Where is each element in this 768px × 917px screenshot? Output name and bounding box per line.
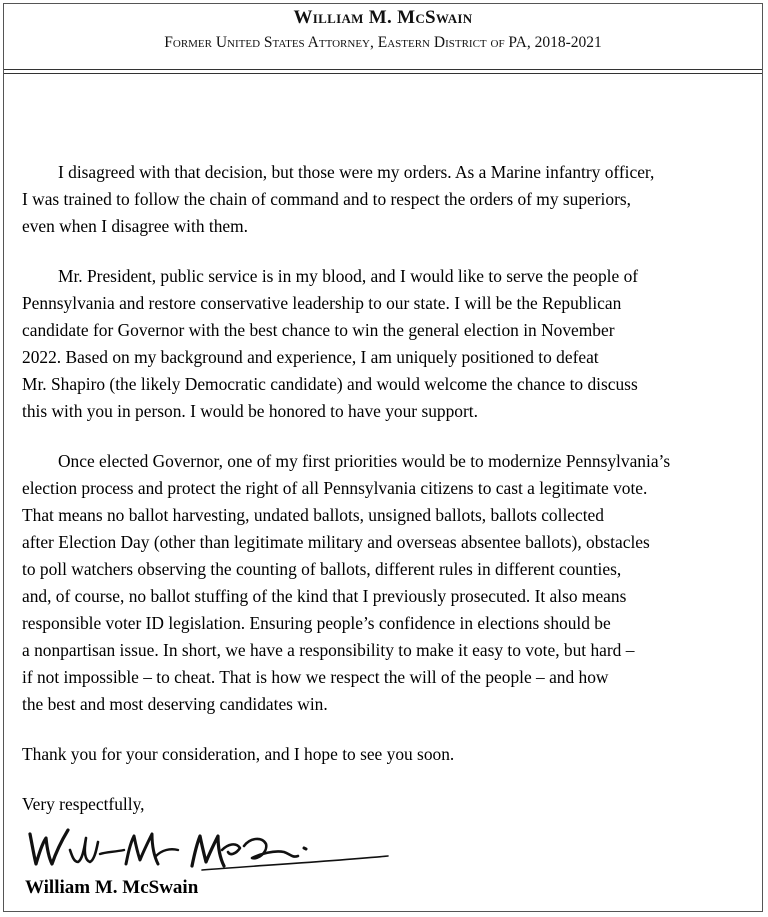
paragraph-line: Once elected Governor, one of my first priorities would be to modernize Pennsylvania’s [58,451,671,471]
paragraph-line: and, of course, no ballot stuffing of the kind that I previously prosecuted. It also means [22,586,627,606]
letterhead-rule-top [4,69,762,70]
letter-body [22,159,762,841]
paragraph-line: after Election Day (other than legitimate military and overseas absentee ballots), obstacles [22,532,650,552]
paragraph-line: election process and protect the right of all Pennsylvania citizens to cast a legitimate vote. [22,478,648,498]
paragraph-line: even when I disagree with them. [22,216,249,236]
paragraph-line: responsible voter ID legislation. Ensuring people’s confidence in elections should be [22,613,611,633]
paragraph-line: Mr. Shapiro (the likely Democratic candidate) and would welcome the chance to discuss [22,374,638,394]
body-paragraph-3 [22,448,762,718]
body-paragraph-2 [22,263,762,425]
paragraph-line: to poll watchers observing the counting of ballots, different rules in different counties, [22,559,622,579]
letterhead [4,4,762,74]
valediction-text: Very respectfully, [22,794,145,814]
paragraph-line: candidate for Governor with the best chance to win the general election in November [22,320,615,340]
closing-line-text: Thank you for your consideration, and I hope to see you soon. [22,744,455,764]
paragraph-line: this with you in person. I would be honored to have your support. [22,401,478,421]
paragraph-line: 2022. Based on my background and experience, I am uniquely positioned to defeat [22,347,599,367]
letterhead-rule-bottom [4,73,762,74]
letterhead-name: William M. McSwain [293,7,473,28]
letterhead-rules [4,69,762,74]
paragraph-line: I was trained to follow the chain of command and to respect the orders of my superiors, [22,189,631,209]
letterhead-title: Former United States Attorney, Eastern District of PA, 2018-2021 [164,34,602,51]
paragraph-line: Pennsylvania and restore conservative leadership to our state. I will be the Republican [22,293,622,313]
paragraph-line: if not impossible – to cheat. That is how we respect the will of the people – and how [22,667,609,687]
signer-name: William M. McSwain [25,877,199,898]
paragraph-line: I disagreed with that decision, but those were my orders. As a Marine infantry officer, [58,162,655,182]
valediction [22,791,762,818]
closing-line [22,741,762,768]
paragraph-line: Mr. President, public service is in my blood, and I would like to serve the people of [58,266,639,286]
paragraph-line: That means no ballot harvesting, undated ballots, unsigned ballots, ballots collected [22,505,604,525]
handwritten-signature [22,820,402,878]
paragraph-line: a nonpartisan issue. In short, we have a responsibility to make it easy to vote, but hard – [22,640,635,660]
paragraph-line: the best and most deserving candidates win. [22,694,328,714]
body-paragraph-1 [22,159,762,240]
